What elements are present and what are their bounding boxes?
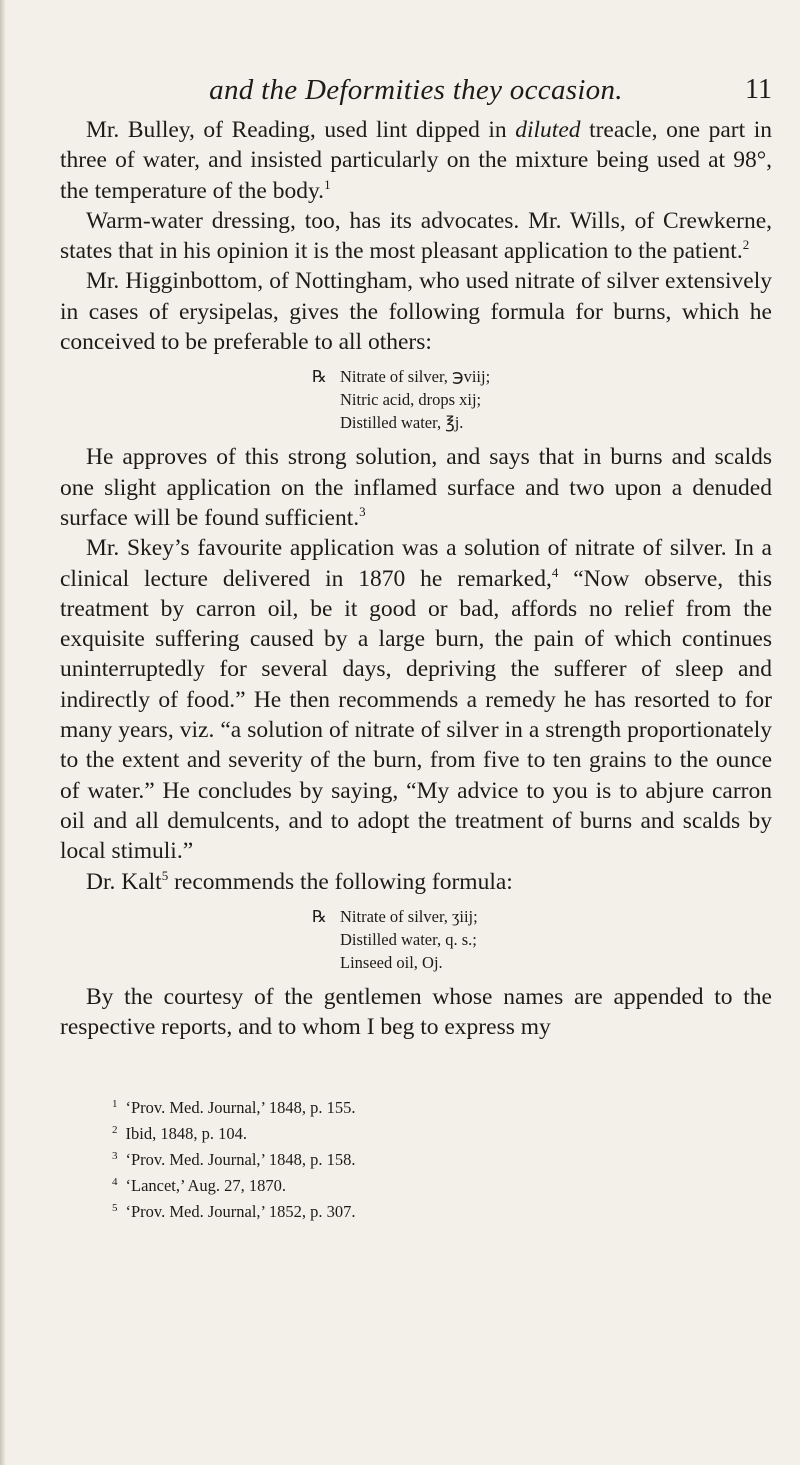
body-text: [60, 115, 772, 1042]
paragraph-kalt: Dr. Kalt$^5$ recommends the following formula:: [86, 867, 513, 895]
formula-line: Nitrate of silver, ℈viij;: [340, 367, 491, 387]
formula-line: Distilled water, ℥j.: [340, 413, 464, 433]
footnote: $^4$ ‘Lancet,’ Aug. 27, 1870.: [112, 1176, 287, 1195]
footnote: $^5$ ‘Prov. Med. Journal,’ 1852, p. 307.: [112, 1202, 356, 1221]
formula-line: Nitrate of silver, ʒiij;: [340, 906, 478, 926]
footnote-ref: 3: [359, 503, 366, 519]
formula-line: Nitric acid, drops xij;: [340, 390, 482, 410]
formula-kalt: [312, 905, 772, 974]
paragraph-approves: He approves of this strong solution, and says that in burns and scalds one slight application on the inflamed surface and two upon a denuded surface will be found sufficient.$^3$: [60, 444, 772, 531]
emphasis-diluted: diluted: [515, 117, 581, 143]
recipe-symbol: ℞: [312, 906, 327, 926]
formula-line: Linseed oil, Oj.: [340, 952, 443, 972]
footnote-ref: 4: [551, 564, 559, 580]
page-number: 11: [745, 74, 772, 105]
page-header: [60, 74, 772, 114]
footnote-ref: 1: [324, 176, 331, 192]
paragraph-wills: Warm-water dressing, too, has its advocates. Mr. Wills, of Crewkerne, states that in his opinion it is the most pleasant application to the patient.$^2$: [60, 207, 772, 265]
footnote: $^1$ ‘Prov. Med. Journal,’ 1848, p. 155.: [112, 1098, 356, 1117]
formula-line: Distilled water, q. s.;: [340, 929, 477, 949]
paragraph-courtesy: By the courtesy of the gentlemen whose names are appended to the respective reports, and to whom I beg to express my: [60, 983, 772, 1041]
footnote: $^2$ Ibid, 1848, p. 104.: [112, 1124, 247, 1143]
page-edge-shadow: [0, 0, 6, 1465]
formula-higginbottom: [312, 365, 772, 434]
footnotes: [112, 1093, 732, 1223]
recipe-symbol: ℞: [312, 367, 327, 387]
paragraph-bulley: Mr. Bulley, of Reading, used lint dipped in diluted treacle, one part in three of water, and insisted particularly on the mixture being used at 98°, the temperature of the body.$^1$: [60, 117, 772, 204]
paragraph-higginbottom: Mr. Higginbottom, of Nottingham, who used nitrate of silver extensively in cases of erysipelas, gives the following formula for burns, which he conceived to be preferable to all others:: [60, 268, 772, 356]
footnote-ref: 2: [742, 237, 750, 253]
paragraph-skey: Mr. Skey’s favourite application was a solution of nitrate of silver. In a clinical lecture delivered in 1870 he remarked,$^4$ “Now observe, this treatment by carron oil, be it good or bad, affords no relief from the exquisite suffering caused by a large burn, the pain of which continues uninterruptedly for several days, depriving the sufferer of sleep and indirectly of food.” He then recommends a remedy he has resorted to for many years, viz. “a solution of nitrate of silver in a strength proportionately to the extent and severity of the burn, from five to ten grains to the ounce of water.” He concludes by saying, “My advice to you is to abjure carron oil and all demulcents, and to adopt the treatment of burns and scalds by local stimuli.”: [60, 535, 772, 865]
footnote: $^3$ ‘Prov. Med. Journal,’ 1848, p. 158.: [112, 1150, 356, 1169]
running-title: and the Deformities they occasion.: [209, 74, 623, 106]
footnote-ref: 5: [161, 867, 169, 883]
